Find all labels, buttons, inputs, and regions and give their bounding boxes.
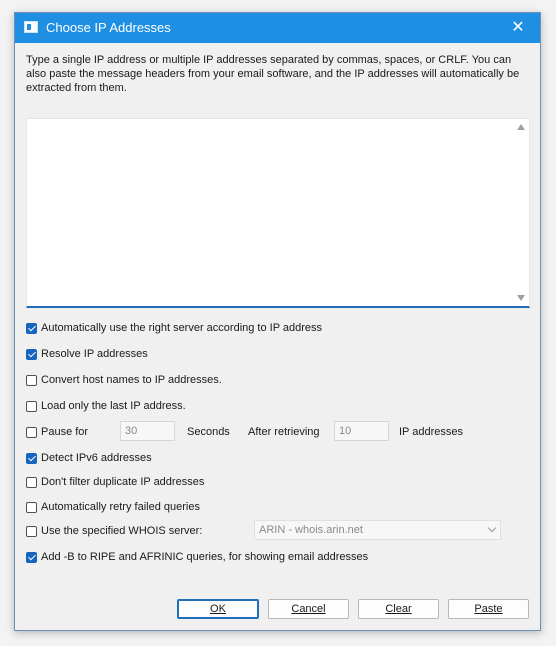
option-auto-server[interactable] xyxy=(26,320,322,336)
after-retrieving-label: After retrieving xyxy=(248,426,320,438)
checkbox-pause[interactable] xyxy=(26,427,37,438)
window-title: Choose IP Addresses xyxy=(46,20,171,35)
checkbox-add-b[interactable] xyxy=(26,552,37,563)
close-icon[interactable]: ✕ xyxy=(511,19,525,36)
ok-button[interactable]: OK xyxy=(177,599,259,619)
checkbox-ipv6[interactable] xyxy=(26,453,37,464)
checkbox-no-dup-filter[interactable] xyxy=(26,477,37,488)
whois-server-value: ARIN - whois.arin.net xyxy=(259,524,363,536)
whois-server-dropdown[interactable] xyxy=(254,520,501,540)
option-retry[interactable] xyxy=(26,499,200,515)
label-no-dup-filter: Don't filter duplicate IP addresses xyxy=(41,476,205,488)
chevron-down-icon xyxy=(488,524,496,532)
dialog-window xyxy=(14,12,541,631)
label-convert-hosts: Convert host names to IP addresses. xyxy=(41,374,222,386)
ip-addresses-label: IP addresses xyxy=(399,426,464,438)
checkbox-retry[interactable] xyxy=(26,502,37,513)
option-load-last[interactable] xyxy=(26,398,186,414)
scroll-down-icon[interactable] xyxy=(517,295,525,301)
option-add-b[interactable] xyxy=(26,549,368,565)
label-add-b: Add -B to RIPE and AFRINIC queries, for showing email addresses xyxy=(41,551,369,563)
label-load-last: Load only the last IP address. xyxy=(41,400,186,412)
option-pause[interactable] xyxy=(26,424,88,440)
option-no-dup-filter[interactable] xyxy=(26,474,204,490)
title-bar xyxy=(15,13,540,43)
paste-button[interactable]: Paste xyxy=(448,599,529,619)
ip-address-textarea[interactable] xyxy=(26,118,530,308)
label-resolve: Resolve IP addresses xyxy=(41,348,148,360)
label-auto-server: Automatically use the right server according to IP address xyxy=(41,322,323,334)
label-retry: Automatically retry failed queries xyxy=(41,501,200,513)
checkbox-resolve[interactable] xyxy=(26,349,37,360)
seconds-label: Seconds xyxy=(187,426,230,438)
option-convert-hosts[interactable] xyxy=(26,372,222,388)
label-pause: Pause for xyxy=(41,426,89,438)
option-resolve[interactable] xyxy=(26,346,148,362)
pause-count-field[interactable]: 10 xyxy=(334,421,389,441)
checkbox-load-last[interactable] xyxy=(26,401,37,412)
scroll-up-icon[interactable] xyxy=(517,124,525,130)
checkbox-convert-hosts[interactable] xyxy=(26,375,37,386)
checkbox-whois[interactable] xyxy=(26,526,37,537)
app-icon xyxy=(24,21,38,33)
label-whois: Use the specified WHOIS server: xyxy=(41,525,203,537)
option-whois[interactable] xyxy=(26,523,202,539)
description-text: Type a single IP address or multiple IP addresses separated by commas, spaces, or CRLF. You can also paste the message headers from your email software, and the IP addresses will automatically be extracted from them. xyxy=(26,54,520,94)
checkbox-auto-server[interactable] xyxy=(26,323,37,334)
pause-seconds-field[interactable]: 30 xyxy=(120,421,175,441)
cancel-button[interactable]: Cancel xyxy=(268,599,349,619)
option-ipv6[interactable] xyxy=(26,450,152,466)
label-ipv6: Detect IPv6 addresses xyxy=(41,452,152,464)
clear-button[interactable]: Clear xyxy=(358,599,439,619)
